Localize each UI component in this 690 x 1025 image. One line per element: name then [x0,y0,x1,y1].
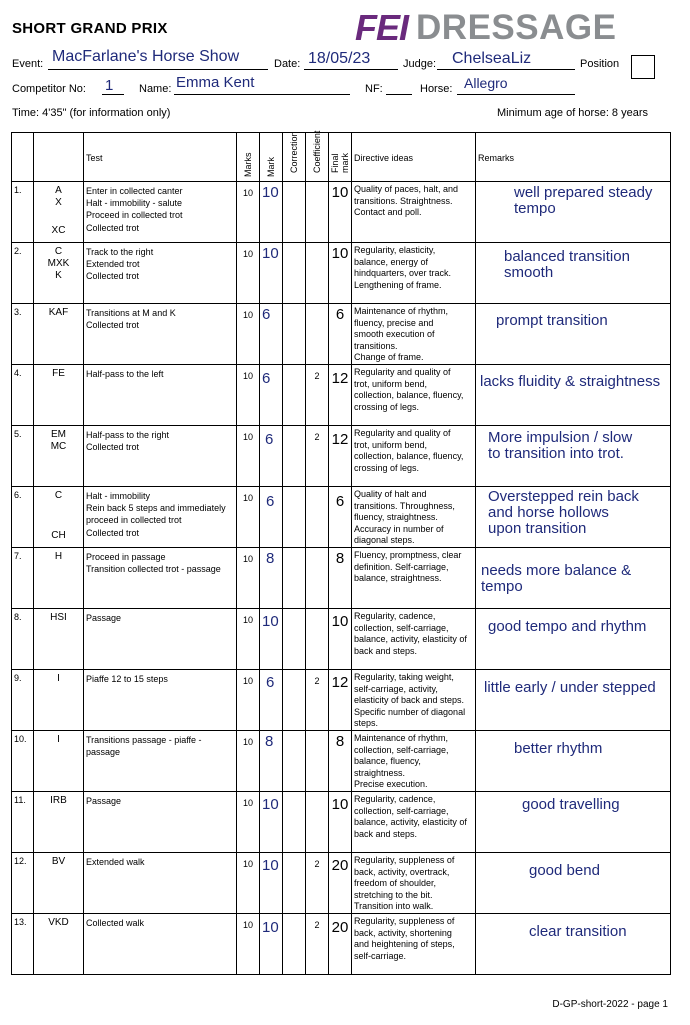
coefficient-cell [306,304,329,365]
name-underline [174,94,350,95]
remarks-cell[interactable]: good tempo and rhythm [476,609,671,670]
movement-number: 3. [12,304,34,365]
test-description: Passage [84,792,237,853]
movement-number: 7. [12,548,34,609]
coefficient-cell [306,243,329,304]
remarks-cell[interactable]: well prepared steady tempo [476,182,671,243]
max-marks: 10 [237,609,260,670]
mark-cell[interactable]: 6 [260,304,283,365]
mark-cell[interactable]: 8 [260,548,283,609]
test-description: Track to the right Extended trot Collected trot [84,243,237,304]
movement-letters: EM MC [34,426,84,487]
correction-cell[interactable] [283,304,306,365]
mark-cell[interactable]: 10 [260,853,283,914]
coefficient-cell [306,548,329,609]
directive-ideas: Regularity, cadence, collection, self-carriage, balance, activity, elasticity of back and steps. [352,609,476,670]
directive-ideas: Maintenance of rhythm, collection, self-carriage, balance, fluency, straightness. Precise execution. [352,731,476,792]
max-marks: 10 [237,731,260,792]
final-mark-cell[interactable]: 10 [329,792,352,853]
mark-cell[interactable]: 10 [260,792,283,853]
correction-cell[interactable] [283,365,306,426]
movement-number: 12. [12,853,34,914]
directive-ideas: Regularity, suppleness of back, activity, shortening and heightening of steps, self-carriage. [352,914,476,975]
horse-label: Horse: [420,83,453,95]
movement-letters: IRB [34,792,84,853]
table-row [12,243,671,304]
final-mark-cell[interactable]: 12 [329,365,352,426]
judge-underline [437,69,575,70]
judge-value[interactable]: ChelseaLiz [452,50,532,67]
max-marks: 10 [237,792,260,853]
header-final-mark: Final mark [329,133,352,182]
final-mark-cell[interactable]: 6 [329,487,352,548]
test-description: Proceed in passage Transition collected trot - passage [84,548,237,609]
table-row [12,670,671,731]
movement-letters: C CH [34,487,84,548]
final-mark-cell[interactable]: 8 [329,548,352,609]
competitor-value[interactable]: 1 [105,77,114,94]
correction-cell[interactable] [283,914,306,975]
test-description: Collected walk [84,914,237,975]
header-remarks: Remarks [476,133,671,182]
event-underline [48,69,268,70]
coefficient-cell [306,792,329,853]
table-row [12,365,671,426]
table-row [12,304,671,365]
movement-number: 10. [12,731,34,792]
mark-cell[interactable]: 10 [260,182,283,243]
correction-cell[interactable] [283,243,306,304]
header-test: Test [84,133,237,182]
final-mark-cell[interactable]: 6 [329,304,352,365]
coefficient-cell [306,182,329,243]
max-marks: 10 [237,548,260,609]
movement-letters: C MXK K [34,243,84,304]
time-info: Time: 4'35" (for information only) [12,107,171,119]
max-marks: 10 [237,670,260,731]
header-correction: Correction [283,133,306,182]
max-marks: 10 [237,182,260,243]
movement-letters: FE [34,365,84,426]
movement-number: 9. [12,670,34,731]
date-value[interactable]: 18/05/23 [308,50,371,67]
mark-cell[interactable]: 6 [260,487,283,548]
movement-letters: KAF [34,304,84,365]
test-description: Passage [84,609,237,670]
competitor-underline [102,94,124,95]
max-marks: 10 [237,853,260,914]
correction-cell[interactable] [283,182,306,243]
remarks-cell[interactable]: better rhythm [476,731,671,792]
mark-cell[interactable]: 10 [260,243,283,304]
score-table [11,132,671,975]
test-description: Extended walk [84,853,237,914]
fei-dressage-logo [355,8,616,48]
movement-letters: I [34,670,84,731]
nf-underline[interactable] [386,94,412,95]
final-mark-cell[interactable]: 20 [329,853,352,914]
directive-ideas: Regularity, elasticity, balance, energy of hindquarters, over track. Lengthening of frame. [352,243,476,304]
test-description: Enter in collected canter Halt - immobility - salute Proceed in collected trot Collected trot [84,182,237,243]
remarks-cell[interactable]: prompt transition [476,304,671,365]
max-marks: 10 [237,304,260,365]
correction-cell[interactable] [283,853,306,914]
horse-value[interactable]: Allegro [464,75,508,91]
horse-underline [457,94,575,95]
nf-label: NF: [365,83,383,95]
correction-cell[interactable] [283,670,306,731]
mark-cell[interactable]: 10 [260,609,283,670]
remarks-cell[interactable]: Overstepped rein back and horse hollows upon transition [476,487,671,548]
mark-cell[interactable]: 6 [260,426,283,487]
movement-number: 5. [12,426,34,487]
mark-cell[interactable]: 8 [260,731,283,792]
coefficient-cell: 2 [306,365,329,426]
movement-number: 11. [12,792,34,853]
coefficient-cell: 2 [306,914,329,975]
final-mark-cell[interactable]: 10 [329,243,352,304]
table-header-row [12,133,671,182]
movement-number: 1. [12,182,34,243]
table-row [12,426,671,487]
movement-number: 4. [12,365,34,426]
name-label: Name: [139,83,172,95]
movement-number: 6. [12,487,34,548]
date-label: Date: [274,58,301,70]
correction-cell[interactable] [283,609,306,670]
event-value[interactable]: MacFarlane's Horse Show [52,48,240,65]
header-number [12,133,34,182]
header-marks: Marks [237,133,260,182]
final-mark-cell[interactable]: 10 [329,182,352,243]
table-row [12,487,671,548]
remarks-cell[interactable]: lacks fluidity & straightness [476,365,671,426]
judge-label: Judge: [403,58,437,70]
final-mark-cell[interactable]: 20 [329,914,352,975]
movement-number: 8. [12,609,34,670]
form-title: SHORT GRAND PRIX [12,20,168,37]
directive-ideas: Maintenance of rhythm, fluency, precise and smooth execution of transitions. Change of frame. [352,304,476,365]
remarks-cell[interactable]: clear transition [476,914,671,975]
correction-cell[interactable] [283,487,306,548]
test-description: Transitions passage - piaffe - passage [84,731,237,792]
table-row [12,548,671,609]
remarks-cell[interactable]: More impulsion / slow to transition into trot. [476,426,671,487]
remarks-cell[interactable]: good bend [476,853,671,914]
directive-ideas: Regularity, cadence, collection, self-carriage, balance, activity, elasticity of back and steps. [352,792,476,853]
directive-ideas: Regularity, suppleness of back, activity, overtrack, freedom of shoulder, stretching to the bit. Transition into walk. [352,853,476,914]
coefficient-cell [306,609,329,670]
final-mark-cell[interactable]: 12 [329,670,352,731]
table-row [12,792,671,853]
remarks-cell[interactable]: needs more balance & tempo [476,548,671,609]
coefficient-cell [306,731,329,792]
directive-ideas: Regularity, taking weight, self-carriage, activity, elasticity of back and steps. Specific number of diagonal steps. [352,670,476,731]
directive-ideas: Regularity and quality of trot, uniform bend, collection, balance, fluency, crossing of legs. [352,426,476,487]
remarks-cell[interactable]: little early / under stepped [476,670,671,731]
fei-logo-text: FEI [355,7,409,48]
correction-cell[interactable] [283,426,306,487]
header-directive-ideas: Directive ideas [352,133,476,182]
coefficient-cell: 2 [306,426,329,487]
dressage-logo-text: DRESSAGE [416,8,617,47]
correction-cell[interactable] [283,548,306,609]
header-mark: Mark [260,133,283,182]
coefficient-cell [306,487,329,548]
final-mark-cell[interactable]: 8 [329,731,352,792]
correction-cell[interactable] [283,731,306,792]
final-mark-cell[interactable]: 10 [329,609,352,670]
event-label: Event: [12,58,44,70]
header-movement [34,133,84,182]
movement-letters: H [34,548,84,609]
movement-letters: I [34,731,84,792]
page-footer: D-GP-short-2022 - page 1 [552,999,668,1010]
max-marks: 10 [237,487,260,548]
table-row [12,182,671,243]
movement-number: 13. [12,914,34,975]
date-underline [304,69,398,70]
header-coefficient: Coefficient [306,133,329,182]
movement-letters: A X XC [34,182,84,243]
correction-cell[interactable] [283,792,306,853]
directive-ideas: Quality of halt and transitions. Throughness, fluency, straightness. Accuracy in number of diagonal steps. [352,487,476,548]
max-marks: 10 [237,426,260,487]
test-description: Half-pass to the left [84,365,237,426]
remarks-cell[interactable]: good travelling [476,792,671,853]
test-description: Half-pass to the right Collected trot [84,426,237,487]
mark-cell[interactable]: 10 [260,914,283,975]
max-marks: 10 [237,243,260,304]
min-age-info: Minimum age of horse: 8 years [497,107,649,119]
name-value[interactable]: Emma Kent [176,74,255,91]
movement-number: 2. [12,243,34,304]
mark-cell[interactable]: 6 [260,365,283,426]
test-description: Transitions at M and K Collected trot [84,304,237,365]
competitor-label: Competitor No: [12,83,86,95]
mark-cell[interactable]: 6 [260,670,283,731]
test-description: Piaffe 12 to 15 steps [84,670,237,731]
directive-ideas: Fluency, promptness, clear definition. Self-carriage, balance, straightness. [352,548,476,609]
final-mark-cell[interactable]: 12 [329,426,352,487]
test-description: Halt - immobility Rein back 5 steps and immediately proceed in collected trot Collected trot [84,487,237,548]
coefficient-cell: 2 [306,670,329,731]
remarks-cell[interactable]: balanced transition smooth [476,243,671,304]
table-row [12,609,671,670]
directive-ideas: Quality of paces, halt, and transitions. Straightness. Contact and poll. [352,182,476,243]
position-label: Position [580,58,620,70]
movement-letters: BV [34,853,84,914]
table-row [12,731,671,792]
movement-letters: HSI [34,609,84,670]
movement-letters: VKD [34,914,84,975]
table-row [12,914,671,975]
max-marks: 10 [237,365,260,426]
directive-ideas: Regularity and quality of trot, uniform bend, collection, balance, fluency, crossing of legs. [352,365,476,426]
table-row [12,853,671,914]
max-marks: 10 [237,914,260,975]
coefficient-cell: 2 [306,853,329,914]
position-box[interactable] [631,55,655,79]
